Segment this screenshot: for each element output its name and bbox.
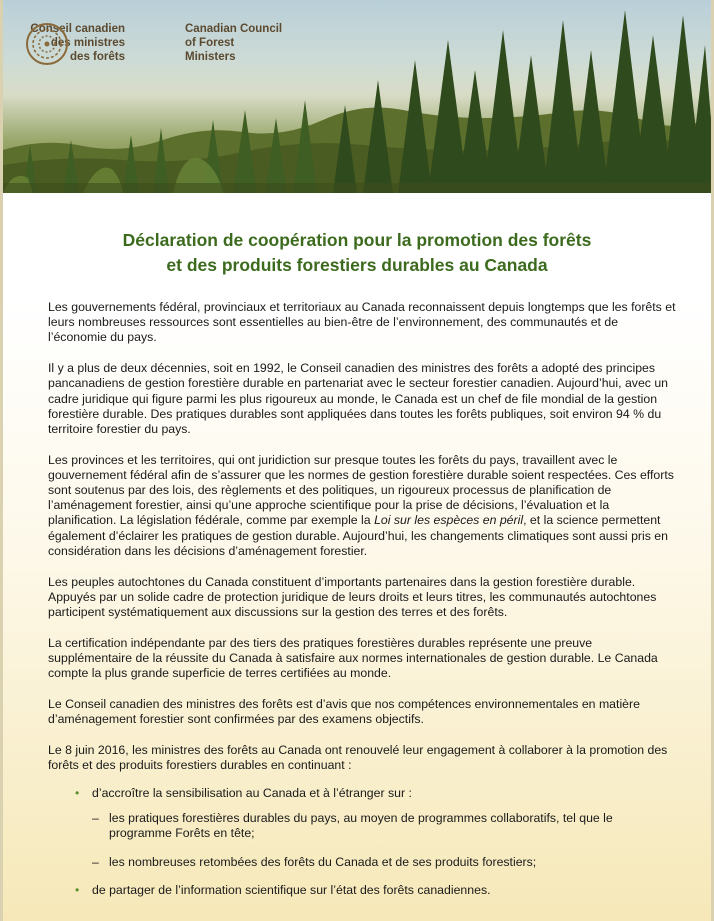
list-item-text: de partager de l’information scientifique sur l’état des forêts canadiennes. [92, 882, 491, 897]
logo-fr-line: des ministres [50, 37, 125, 49]
paragraph-4: Les peuples autochtones du Canada constituent d’importants partenaires dans la gestion forestière durable. Appuyés par un solide cadre de protection juridique de leurs droits et leurs titres, les communautés autochtones participent systématiquement aux discussions sur la gestion des terres et des forêts. [48, 574, 657, 619]
paragraph-3-text: Les provinces et les territoires, qui ont juridiction sur presque toutes les forêts du pays, travaillent avec le gouvernement fédéral afin de s’assurer que les normes de gestion forestière durable soient respectées. Ces efforts sont soutenus par des lois, des règlements et des politiques, un rigoureux processus de planification de l’aménagement forestier, ainsi qu’une approche scientifique pour la prise de décisions, l’évaluation et la planification. La législation fédérale, comme par exemple la [48, 452, 674, 528]
logo-text-en [185, 22, 295, 64]
title-line-2: et des produits forestiers durables au Canada [166, 255, 548, 275]
dash-bullet-icon: – [92, 811, 99, 826]
list-item [48, 883, 678, 898]
logo-en-line: Ministers [185, 51, 236, 63]
sub-list-item-text: les nombreuses retombées des forêts du Canada et de ses produits forestiers; [109, 854, 537, 869]
list-item-text: d’accroître la sensibilisation au Canada et à l’étranger sur : [92, 786, 412, 801]
paragraph-5: La certification indépendante par des tiers des pratiques forestières durables représente une preuve supplémentaire de la réussite du Canada à satisfaire aux normes internationales de gestion durable. Le Canada compte la plus grande superficie de terres certifiées au monde. [48, 635, 658, 681]
paragraph-7: Le 8 juin 2016, les ministres des forêts au Canada ont renouvelé leur engagement à collaborer à la promotion des forêts et des produits forestiers durables en continuant : [48, 742, 668, 772]
ccfm-emblem-icon [25, 22, 69, 66]
paragraph-3 [48, 453, 678, 559]
logo-en-line: Canadian Council [185, 23, 283, 35]
paragraph-2: Il y a plus de deux décennies, soit en 1992, le Conseil canadien des ministres des forêts a adopté des principes pancanadiens de gestion forestière durable en partenariat avec le secteur forestier canadien. Aujourd’hui, avec un cadre juridique qui figure parmi les plus rigoureux au monde, le Canada est un chef de file mondial de la gestion forestière durable. Des pratiques durables sont appliquées dans toutes les forêts publiques, soit environ 94 % du territoire forestier du pays. [48, 361, 669, 436]
commitment-list [48, 786, 678, 898]
sub-list-item-text: les pratiques forestières durables du pays, au moyen de programmes collaboratifs, tel que le programme Forêts en tête; [109, 811, 613, 841]
ccfm-logo [25, 22, 295, 72]
list-item [48, 786, 678, 870]
forest-banner [3, 0, 711, 193]
document-title [43, 228, 671, 278]
paragraph-3-text-end: , et la science permettent également d’éclairer les pratiques de gestion durable. Aujourd’hui, les changements climatiques sont aussi pris en considération dans les décisions d’aménagement forestier. [48, 513, 668, 558]
document-body [48, 300, 678, 910]
sub-list-item [92, 811, 678, 841]
bullet-dot-icon: • [75, 882, 80, 897]
paragraph-6: Le Conseil canadien des ministres des forêts est d’avis que nos compétences environnementales en matière d’aménagement forestier sont confirmées par des examens objectifs. [48, 696, 640, 726]
sub-list-item [92, 855, 678, 870]
species-at-risk-act-title: Loi sur les espèces en péril [374, 513, 524, 528]
sub-list [92, 811, 678, 870]
logo-fr-line: des forêts [70, 51, 125, 63]
logo-fr-line: Conseil canadien [30, 23, 125, 35]
logo-en-line: of Forest [185, 37, 235, 49]
title-line-1: Déclaration de coopération pour la promotion des forêts [122, 230, 592, 250]
dash-bullet-icon: – [92, 854, 99, 869]
paragraph-1: Les gouvernements fédéral, provinciaux et territoriaux au Canada reconnaissent depuis longtemps que les forêts et leurs nombreuses ressources sont essentielles au bien-être de l’environnement, des communautés et de l’économie du pays. [48, 300, 676, 345]
bullet-dot-icon: • [75, 786, 80, 801]
